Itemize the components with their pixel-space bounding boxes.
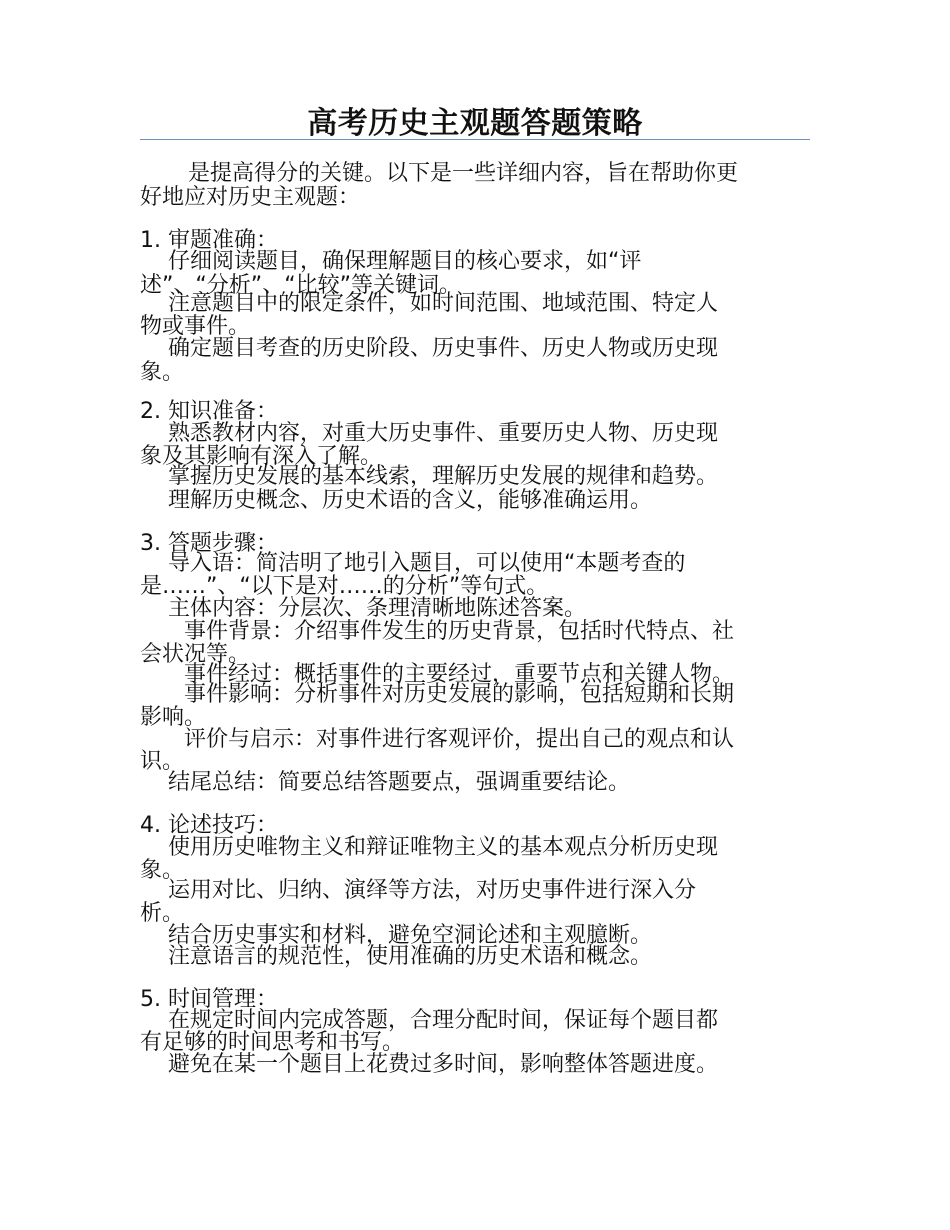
section-heading: 5. 时间管理：: [140, 987, 278, 1012]
section-heading: 4. 论述技巧：: [140, 813, 278, 838]
paragraph-line: 事件背景：介绍事件发生的历史背景，包括时代特点、社: [184, 619, 735, 644]
paragraph-line: 在规定时间内完成答题，合理分配时间，保证每个题目都: [168, 1008, 719, 1033]
paragraph-line: 影响。: [140, 705, 207, 730]
paragraph-line: 述”、“分析”、“比较”等关键词。: [140, 273, 461, 298]
document-title: 高考历史主观题答题策略: [307, 106, 643, 141]
paragraph-line: 仔细阅读题目，确保理解题目的核心要求，如“评: [168, 249, 642, 274]
paragraph-line: 象及其影响有深入了解。: [140, 444, 383, 469]
section-heading: 1. 审题准确：: [140, 228, 278, 253]
intro-line: 是提高得分的关键。以下是一些详细内容，旨在帮助你更: [188, 161, 739, 186]
paragraph-line: 导入语：简洁明了地引入题目，可以使用“本题考查的: [168, 551, 686, 576]
title-underline: [140, 139, 810, 140]
paragraph-line: 使用历史唯物主义和辩证唯物主义的基本观点分析历史现: [168, 835, 719, 860]
paragraph-line: 结合历史事实和材料，避免空洞论述和主观臆断。: [168, 923, 653, 948]
paragraph-line: 运用对比、归纳、演绎等方法，对历史事件进行深入分: [168, 878, 697, 903]
paragraph-line: 熟悉教材内容，对重大历史事件、重要历史人物、历史现: [168, 421, 719, 446]
paragraph-line: 识。: [140, 749, 185, 774]
paragraph-line: 物或事件。: [140, 314, 251, 339]
paragraph-line: 评价与启示：对事件进行客观评价，提出自己的观点和认: [184, 727, 735, 752]
paragraph-line: 象。: [140, 360, 185, 385]
paragraph-line: 注意语言的规范性，使用准确的历史术语和概念。: [168, 944, 653, 969]
paragraph-line: 结尾总结：简要总结答题要点，强调重要结论。: [168, 770, 631, 795]
section-heading: 3. 答题步骤：: [140, 531, 278, 556]
paragraph-line: 主体内容：分层次、条理清晰地陈述答案。: [168, 596, 587, 621]
paragraph-line: 有足够的时间思考和书写。: [140, 1030, 405, 1055]
paragraph-line: 是……”、“以下是对……的分析”等句式。: [140, 574, 549, 599]
paragraph-line: 确定题目考查的历史阶段、历史事件、历史人物或历史现: [168, 336, 719, 361]
paragraph-line: 事件影响：分析事件对历史发展的影响，包括短期和长期: [184, 682, 735, 707]
section-heading: 2. 知识准备：: [140, 399, 278, 424]
paragraph-line: 析。: [140, 901, 185, 926]
intro-line: 好地应对历史主观题：: [140, 185, 361, 210]
paragraph-line: 象。: [140, 858, 185, 883]
paragraph-line: 注意题目中的限定条件，如时间范围、地域范围、特定人: [168, 291, 719, 316]
paragraph-line: 事件经过：概括事件的主要经过，重要节点和关键人物。: [184, 662, 735, 687]
paragraph-line: 会状况等。: [140, 642, 251, 667]
paragraph-line: 理解历史概念、历史术语的含义，能够准确运用。: [168, 488, 653, 513]
paragraph-line: 避免在某一个题目上花费过多时间，影响整体答题进度。: [168, 1052, 719, 1077]
paragraph-line: 掌握历史发展的基本线索，理解历史发展的规律和趋势。: [168, 464, 719, 489]
